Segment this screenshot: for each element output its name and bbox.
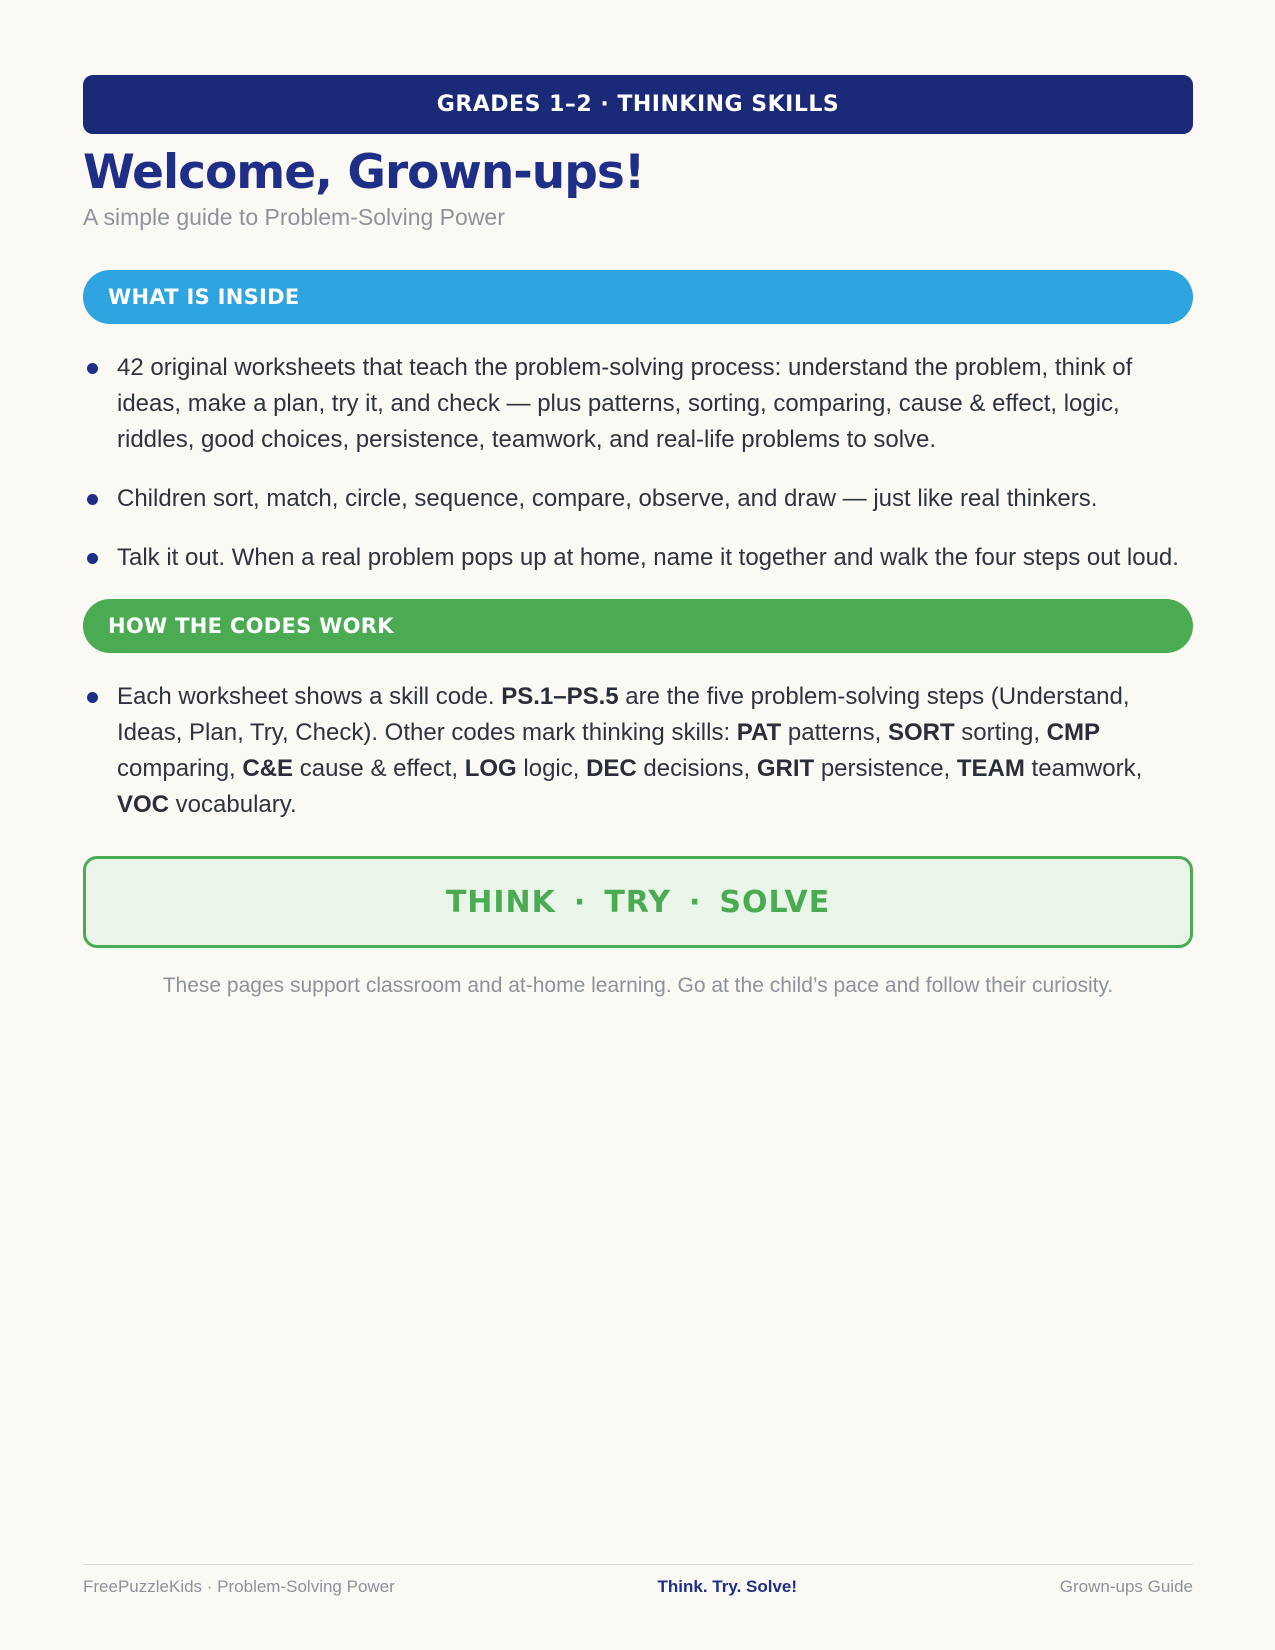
skill-code-desc: logic, bbox=[516, 755, 587, 782]
footer-right: Grown-ups Guide bbox=[1059, 1577, 1193, 1596]
inside-list bbox=[83, 350, 1193, 576]
list-item bbox=[83, 350, 1193, 458]
grade-banner: GRADES 1–2 · THINKING SKILLS bbox=[83, 75, 1193, 134]
skill-code: C&E bbox=[242, 755, 294, 782]
skill-code-desc: sorting, bbox=[954, 719, 1047, 746]
motto-separator: · bbox=[573, 884, 587, 920]
codes-intro: Each worksheet shows a skill code. bbox=[117, 683, 502, 710]
list-item bbox=[83, 481, 1193, 517]
skill-code: SORT bbox=[887, 719, 955, 746]
section-heading-codes: HOW THE CODES WORK bbox=[83, 599, 1193, 653]
list-item-text: 42 original worksheets that teach the problem-solving process: understand the problem, think of ideas, make a plan, try it, and check — plus patterns, sorting, comparing, cause & effect, logic, riddles, good choices, persistence, teamwork, and real-life problems to solve. bbox=[117, 354, 1133, 453]
motto-word: TRY bbox=[604, 884, 671, 920]
skill-code: VOC bbox=[117, 791, 170, 818]
skill-code-desc: cause & effect, bbox=[293, 755, 465, 782]
skill-code: LOG bbox=[464, 755, 517, 782]
bullet-dot-icon bbox=[87, 363, 98, 374]
skill-code-desc: vocabulary. bbox=[169, 791, 297, 818]
skill-code-desc: comparing, bbox=[117, 755, 243, 782]
page-footer bbox=[83, 1564, 1193, 1597]
bullet-dot-icon bbox=[87, 692, 98, 703]
list-item-text: Talk it out. When a real problem pops up at home, name it together and walk the four steps out loud. bbox=[117, 544, 1179, 571]
section-heading-inside: WHAT IS INSIDE bbox=[83, 270, 1193, 324]
skill-code-desc: teamwork, bbox=[1024, 755, 1143, 782]
footer-left: FreePuzzleKids · Problem-Solving Power bbox=[83, 1577, 395, 1596]
skill-code-desc: decisions, bbox=[636, 755, 757, 782]
motto-separator: · bbox=[688, 884, 702, 920]
list-item bbox=[83, 679, 1193, 823]
codes-list bbox=[83, 679, 1193, 823]
footer-center: Think. Try. Solve! bbox=[657, 1577, 798, 1596]
footnote-text: These pages support classroom and at-home learning. Go at the child’s pace and follow their curiosity. bbox=[162, 974, 1114, 997]
skill-code: CMP bbox=[1046, 719, 1101, 746]
skill-code: TEAM bbox=[956, 755, 1025, 782]
skill-code: GRIT bbox=[756, 755, 815, 782]
bullet-dot-icon bbox=[87, 553, 98, 564]
list-item bbox=[83, 540, 1193, 576]
page-title: Welcome, Grown-ups! bbox=[83, 145, 645, 200]
motto-box bbox=[83, 856, 1193, 948]
page-subtitle: A simple guide to Problem-Solving Power bbox=[83, 204, 505, 230]
guide-page bbox=[83, 75, 1193, 998]
skill-code-desc: persistence, bbox=[814, 755, 957, 782]
skill-code-desc: patterns, bbox=[781, 719, 888, 746]
list-item-text: Children sort, match, circle, sequence, compare, observe, and draw — just like real thinkers. bbox=[117, 485, 1098, 512]
bullet-dot-icon bbox=[87, 494, 98, 505]
motto-word: THINK bbox=[445, 884, 556, 920]
skill-code: PS.1–PS.5 bbox=[501, 683, 619, 710]
skill-code: DEC bbox=[586, 755, 637, 782]
skill-code: PAT bbox=[736, 719, 782, 746]
motto-word: SOLVE bbox=[719, 884, 831, 920]
codes-ps-desc: are the five problem-solving steps (Understand, Ideas, Plan, Try, Check). Other codes mark thinking skills: bbox=[117, 683, 1130, 746]
